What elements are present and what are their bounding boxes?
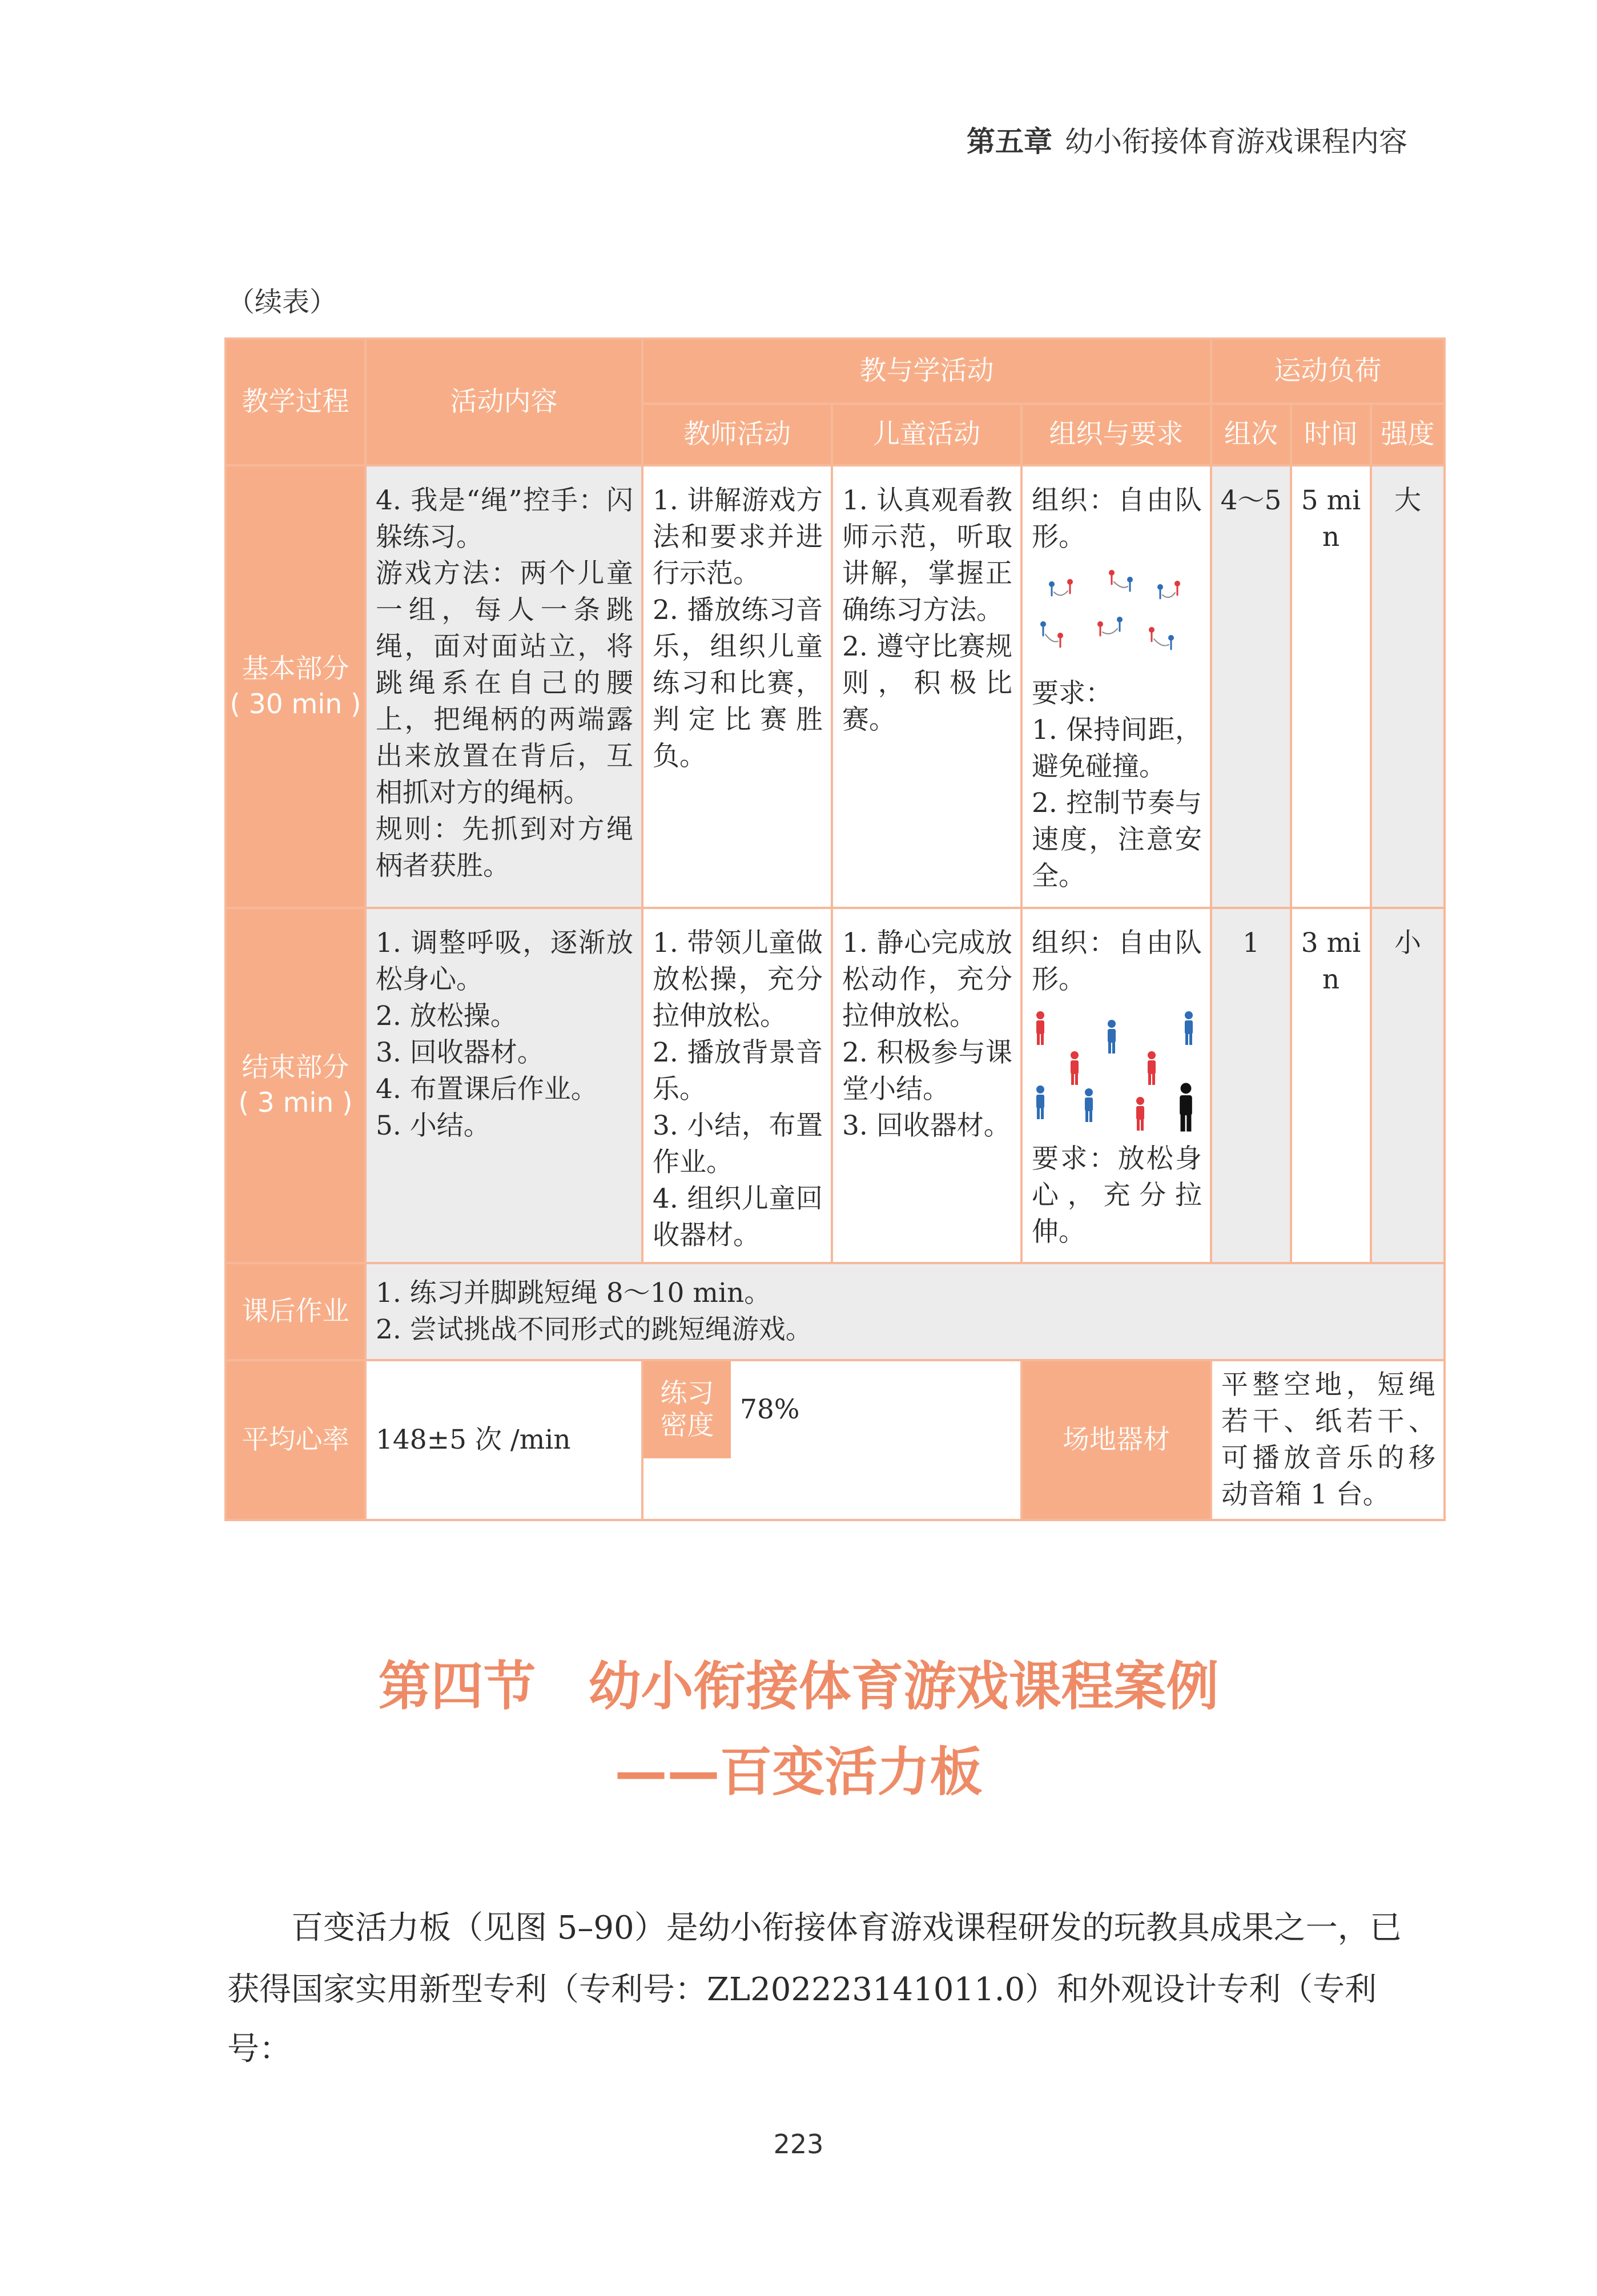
- organization-text: 组织：自由队形。: [1032, 927, 1202, 995]
- body-paragraph-line: 获得国家实用新型专利（专利号：ZL202223141011.0）和外观设计专利（专利号：: [227, 1971, 1377, 2068]
- header-teacher: 教师活动: [642, 404, 832, 465]
- table-row: [226, 908, 1445, 1263]
- time-value: 3 min: [1291, 908, 1371, 1263]
- teacher-activity: 1. 带领儿童做放松操，充分拉伸放松。 2. 播放背景音乐。 3. 小结，布置作业。 4. 组织儿童回收器材。: [642, 908, 832, 1263]
- activity-content: 1. 调整呼吸，逐渐放松身心。 2. 放松操。 3. 回收器材。 4. 布置课后作业。 5. 小结。: [365, 908, 642, 1263]
- time-value: 5 min: [1291, 465, 1371, 908]
- children-pairs-figure-icon: [1032, 561, 1203, 670]
- table-row: [226, 465, 1445, 908]
- requirements-text: 要求：放松身心，充分拉伸。: [1032, 1143, 1202, 1248]
- header-teach-learn: 教与学活动: [642, 339, 1211, 404]
- chapter-header: [967, 119, 1407, 160]
- header-load: 运动负荷: [1211, 339, 1445, 404]
- groups-value: 1: [1211, 908, 1291, 1263]
- density-value: 78%: [731, 1361, 1020, 1458]
- stage-label: 基本部分 ( 30 min ): [226, 465, 365, 908]
- section-subtitle: ——百变活力板: [614, 1742, 983, 1803]
- teacher-activity: 1. 讲解游戏方法和要求并进行示范。 2. 播放练习音乐，组织儿童练习和比赛，判定比赛胜负。: [642, 465, 832, 908]
- heart-rate-value: 148±5 次 /min: [365, 1360, 642, 1520]
- homework-row: [226, 1263, 1445, 1360]
- child-figure: [1108, 1020, 1116, 1053]
- requirements-text: 要求： 1. 保持间距，避免碰撞。 2. 控制节奏与速度，注意安全。: [1032, 678, 1202, 892]
- child-figure: [1036, 1085, 1044, 1119]
- children-formation-figure-icon: [1032, 1004, 1203, 1135]
- lesson-table: [224, 337, 1446, 1521]
- chapter-number: 第五章: [967, 125, 1052, 158]
- heart-rate-label: 平均心率: [226, 1360, 365, 1520]
- intensity-value: 大: [1371, 465, 1445, 908]
- body-paragraph-line: 百变活力板（见图 5–90）是幼小衔接体育游戏课程研发的玩教具成果之一，已: [227, 1909, 1402, 1947]
- child-figure: [1136, 1097, 1144, 1131]
- organization-cell: [1021, 908, 1211, 1263]
- continued-note: （续表）: [227, 286, 337, 318]
- activity-content: 4. 我是“绳”控手：闪躲练习。 游戏方法：两个儿童一组，每人一条跳绳，面对面站立，将跳绳系在自己的腰上，把绳柄的两端露出来放置在背后，互相抓对方的绳柄。 规则：先抓到对方绳柄者获胜。: [365, 465, 642, 908]
- chapter-title: 幼小衔接体育游戏课程内容: [1065, 125, 1407, 158]
- organization-cell: [1021, 465, 1211, 908]
- child-figure: [1085, 1088, 1093, 1122]
- stage-label: 结束部分 ( 3 min ): [226, 908, 365, 1263]
- homework-text: 1. 练习并脚跳短绳 8～10 min。 2. 尝试挑战不同形式的跳短绳游戏。: [365, 1263, 1445, 1360]
- child-activity: 1. 静心完成放松动作，充分拉伸放松。 2. 积极参与课堂小结。 3. 回收器材。: [832, 908, 1021, 1263]
- pair-figure: [1040, 570, 1180, 649]
- venue-value: 平整空地，短绳若干、纸若干、可播放音乐的移动音箱 1 台。: [1211, 1360, 1445, 1520]
- density-label: 练习 密度: [643, 1361, 731, 1458]
- header-child: 儿童活动: [832, 404, 1021, 465]
- child-figure: [1071, 1051, 1079, 1085]
- child-figure: [1148, 1051, 1156, 1085]
- child-figure: [1185, 1011, 1193, 1045]
- page-number: 223: [773, 2129, 824, 2160]
- header-organization: 组织与要求: [1021, 404, 1211, 465]
- header-process: 教学过程: [226, 339, 365, 465]
- header-intensity: 强度: [1371, 404, 1445, 465]
- homework-label: 课后作业: [226, 1263, 365, 1360]
- teacher-figure: [1180, 1083, 1192, 1132]
- child-figure: [1036, 1011, 1044, 1045]
- child-activity: 1. 认真观看教师示范，听取讲解，掌握正确练习方法。 2. 遵守比赛规则，积极比赛。: [832, 465, 1021, 908]
- header-groups: 组次: [1211, 404, 1291, 465]
- footer-row: [226, 1360, 1445, 1520]
- header-content: 活动内容: [365, 339, 642, 465]
- groups-value: 4～5: [1211, 465, 1291, 908]
- venue-label: 场地器材: [1021, 1360, 1211, 1520]
- intensity-value: 小: [1371, 908, 1445, 1263]
- section-title: 第四节 幼小衔接体育游戏课程案例: [378, 1656, 1219, 1717]
- organization-text: 组织：自由队形。: [1032, 485, 1202, 553]
- header-time: 时间: [1291, 404, 1371, 465]
